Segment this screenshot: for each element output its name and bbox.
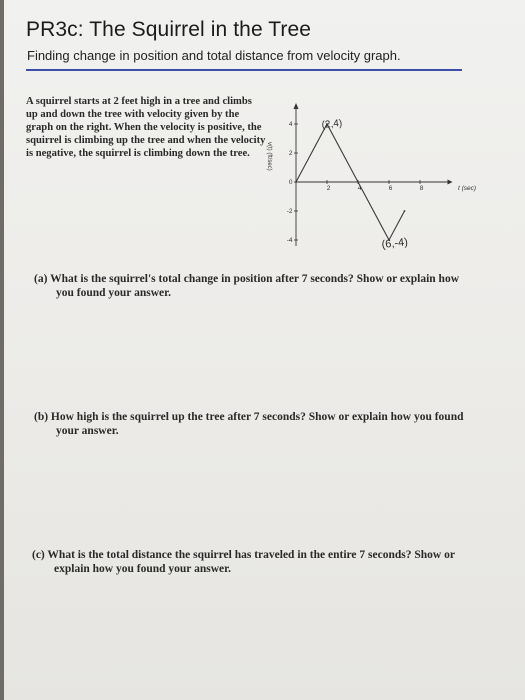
worksheet-page <box>4 0 525 700</box>
header-divider <box>26 69 462 71</box>
page-subtitle: Finding change in position and total distance from velocity graph. <box>27 48 401 63</box>
question-c-text: (c) What is the total distance the squirrel has traveled in the entire 7 seconds? Show or explain how you found your answer. <box>32 549 455 575</box>
graph-ticks <box>287 121 424 244</box>
question-a-text: (a) What is the squirrel's total change in position after 7 seconds? Show or explain how you found your answer. <box>34 273 460 299</box>
x-axis-label: t (sec) <box>458 185 477 192</box>
velocity-graph <box>254 102 484 252</box>
page-title: PR3c: The Squirrel in the Tree <box>26 18 312 41</box>
x-tick-label: 4 <box>357 185 362 192</box>
velocity-point <box>404 210 406 212</box>
annotation-trough: (6,-4) <box>381 236 409 251</box>
y-tick-label: -2 <box>286 208 293 215</box>
velocity-point <box>357 181 359 183</box>
y-tick-label: 2 <box>288 150 293 157</box>
question-b <box>34 410 464 438</box>
velocity-point <box>295 181 297 183</box>
y-tick-label: 4 <box>288 121 293 128</box>
question-a <box>34 272 474 300</box>
annotation-peak: (2,4) <box>321 117 343 131</box>
question-b-text: (b) How high is the squirrel up the tree after 7 seconds? Show or explain how you found your answer. <box>34 411 464 437</box>
problem-intro: A squirrel starts at 2 feet high in a tree and climbs up and down the tree with velocity given by the graph on the right. When the velocity is positive, the squirrel is climbing up the tree and when the velocity is negative, the squirrel is climbing down the tree. <box>26 96 266 159</box>
graph-axes <box>294 103 453 246</box>
y-axis-arrow <box>294 103 299 109</box>
x-tick-label: 2 <box>326 185 331 192</box>
y-tick-label: -4 <box>286 237 293 244</box>
x-axis-arrow <box>448 180 453 185</box>
y-tick-label: 0 <box>288 179 293 186</box>
x-tick-label: 8 <box>419 185 424 192</box>
question-c <box>32 548 472 576</box>
x-tick-label: 6 <box>388 185 393 192</box>
y-axis-label: v(t) (ft/sec) <box>266 142 272 171</box>
